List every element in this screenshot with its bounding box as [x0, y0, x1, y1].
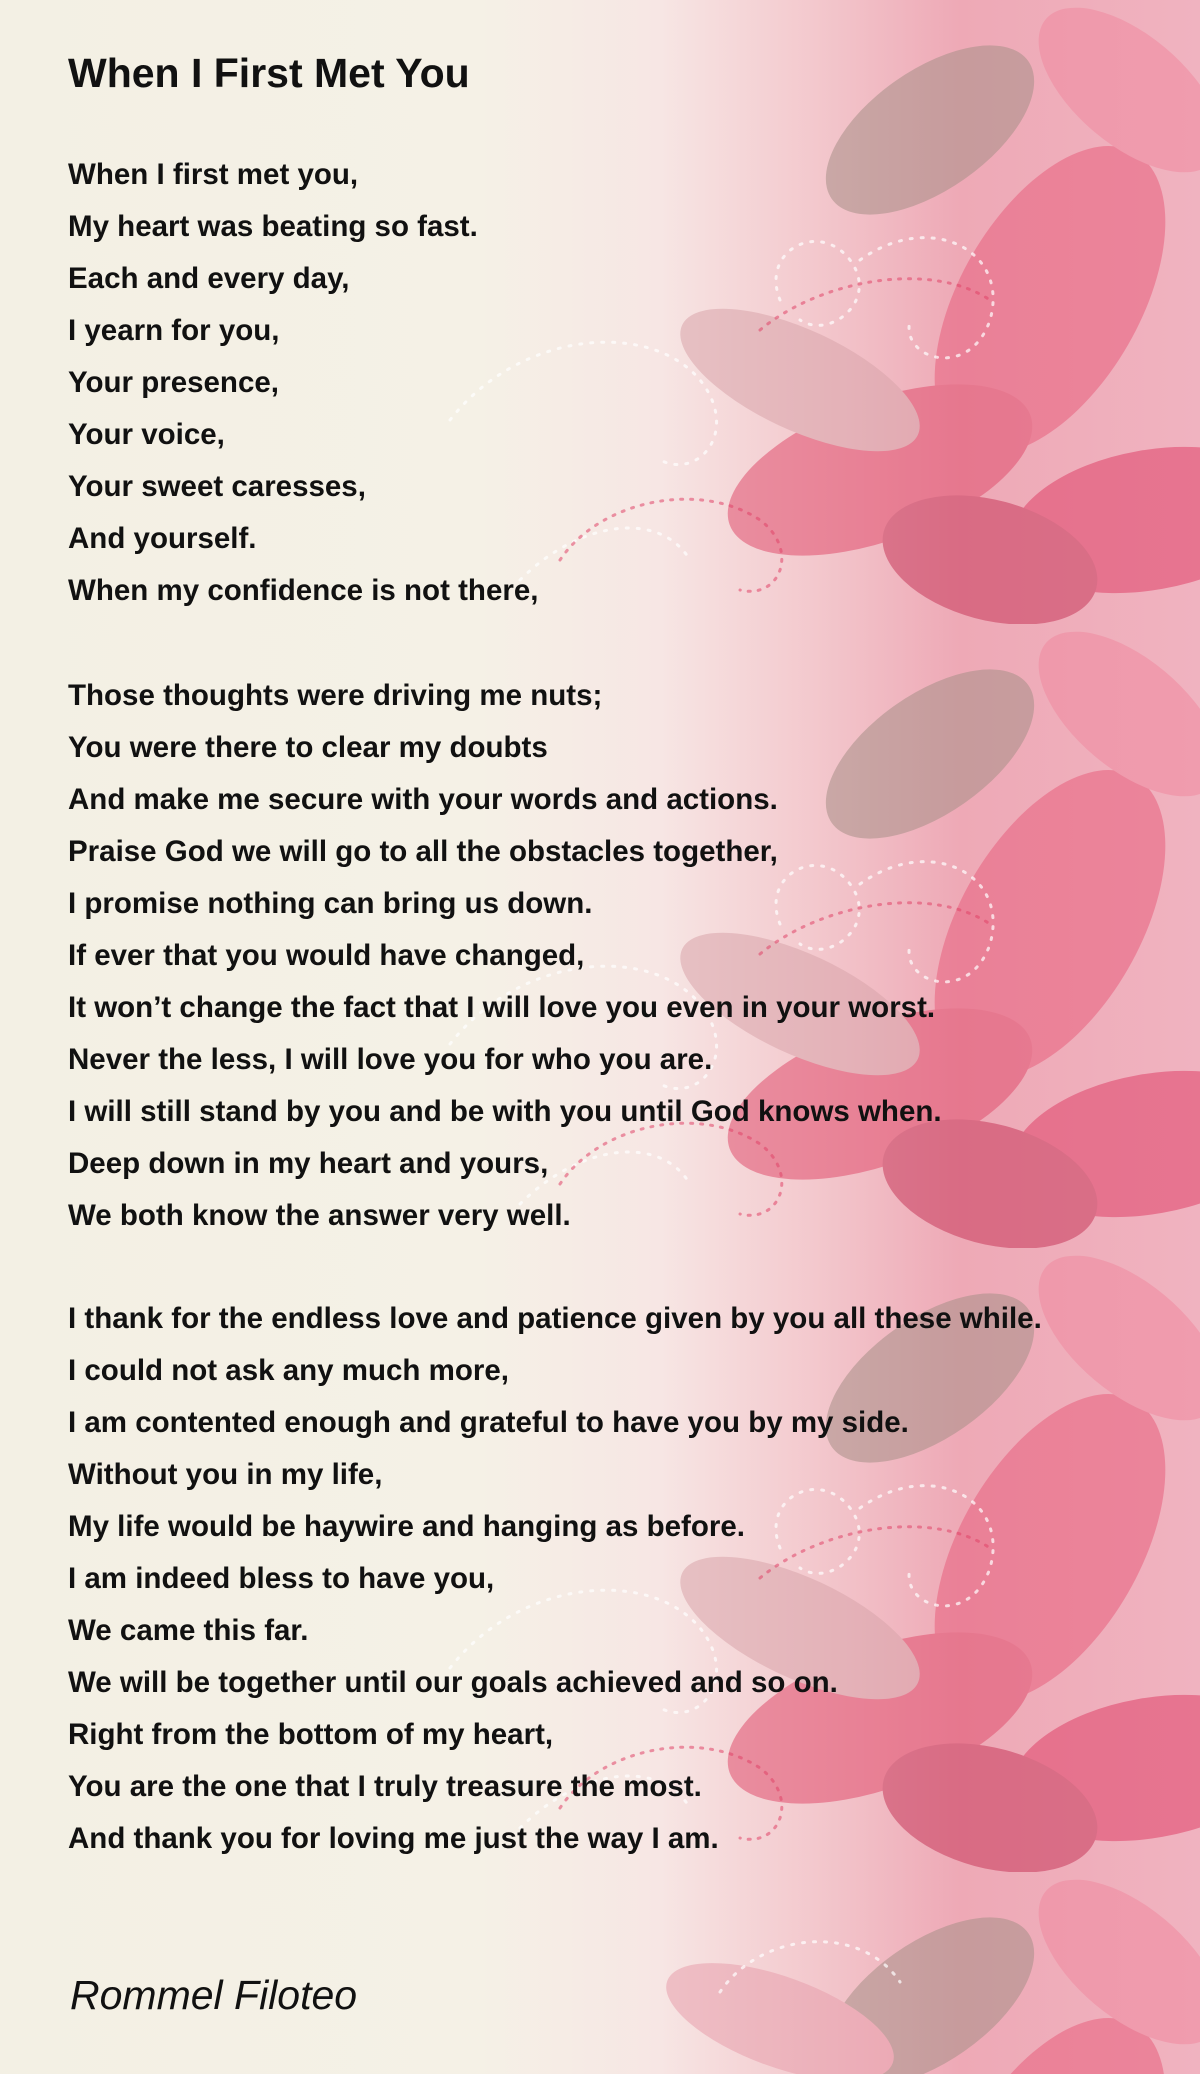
poem-line: When I first met you, — [68, 158, 359, 191]
poem-title: When I First Met You — [68, 50, 470, 96]
poem-line: Your sweet caresses, — [68, 470, 366, 503]
poem-line: I thank for the endless love and patience given by you all these while. — [68, 1302, 1042, 1335]
poem-line: Never the less, I will love you for who you are. — [68, 1043, 713, 1076]
poem-line: If ever that you would have changed, — [68, 939, 585, 972]
poem-line: I yearn for you, — [68, 314, 280, 347]
poem-line: And yourself. — [68, 522, 257, 555]
poem-line: We came this far. — [68, 1614, 309, 1647]
poem-stanza — [68, 1293, 1042, 1865]
poem-line: We will be together until our goals achieved and so on. — [68, 1666, 838, 1699]
poem-stanza — [68, 149, 538, 617]
poem-author: Rommel Filoteo — [70, 1972, 358, 2018]
poem-line: You were there to clear my doubts — [68, 731, 548, 764]
poem-line: Each and every day, — [68, 262, 350, 295]
poem-line: Your voice, — [68, 418, 225, 451]
poem-line: Right from the bottom of my heart, — [68, 1718, 554, 1751]
poem-line: My life would be haywire and hanging as before. — [68, 1510, 745, 1543]
poem-stanza — [68, 670, 942, 1242]
poem-line: My heart was beating so fast. — [68, 210, 478, 243]
poem-line: We both know the answer very well. — [68, 1199, 571, 1232]
poem-line: I promise nothing can bring us down. — [68, 887, 593, 920]
poem-line: And thank you for loving me just the way I am. — [68, 1822, 719, 1855]
poem-line: Without you in my life, — [68, 1458, 383, 1491]
poem-line: I am indeed bless to have you, — [68, 1562, 495, 1595]
poem-line: I will still stand by you and be with you until God knows when. — [68, 1095, 942, 1128]
poem-line: It won’t change the fact that I will love you even in your worst. — [68, 991, 936, 1024]
poem-line: I could not ask any much more, — [68, 1354, 509, 1387]
poem-line: Deep down in my heart and yours, — [68, 1147, 549, 1180]
poem-line: You are the one that I truly treasure the most. — [68, 1770, 702, 1803]
poem-line: Praise God we will go to all the obstacles together, — [68, 835, 778, 868]
poem-line: Your presence, — [68, 366, 279, 399]
poem-line: When my confidence is not there, — [68, 574, 539, 607]
poem-line: And make me secure with your words and actions. — [68, 783, 778, 816]
poem-line: I am contented enough and grateful to have you by my side. — [68, 1406, 909, 1439]
poem-line: Those thoughts were driving me nuts; — [68, 679, 603, 712]
